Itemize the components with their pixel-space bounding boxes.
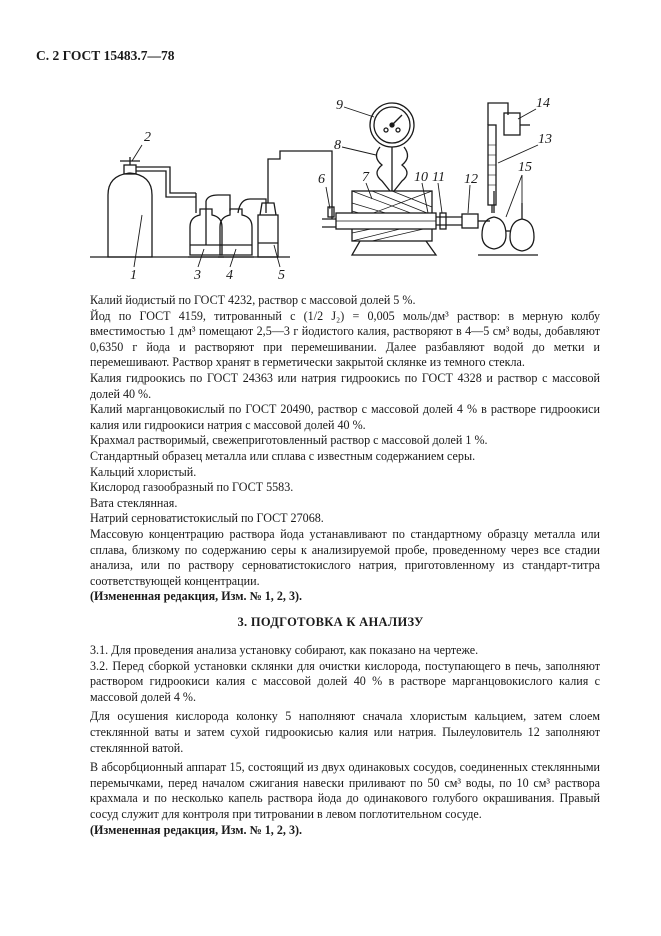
label-7: 7 [362,170,369,185]
reagent-paragraph: Вата стеклянная. [90,495,178,510]
prep-paragraph: 3.2. Перед сборкой установки склянки для очистки кислорода, поступающего в печь, заполняют раствором гидроокиси калия с массовой долей 40 % в растворе марганцовокислого калия с массовой долей 4 %. [90,658,600,704]
label-8: 8 [334,138,341,153]
label-10: 10 [414,170,428,185]
reagent-paragraph: Кальций хлористый. [90,464,197,479]
reagent-paragraph: Калий марганцовокислый по ГОСТ 20490, раствор с массовой долей 4 % в растворе гидроокиси калия или гидроокиси натрия с массовой долей 40 %. [90,402,600,432]
reagents-section [90,293,600,605]
reagent-paragraph: Калия гидроокись по ГОСТ 24363 или натрия гидроокись по ГОСТ 4328 и раствор с массовой долей 40 %. [90,370,600,401]
label-3: 3 [194,268,201,283]
reagent-paragraph: Калий йодистый по ГОСТ 4232, раствор с массовой долей 5 %. [90,293,416,307]
furnace-7 [336,191,436,255]
reagent-paragraph: Натрий серноватистокислый по ГОСТ 27068. [90,511,324,526]
oxygen-cylinder [108,157,152,257]
reagent-paragraph: Кислород газообразный по ГОСТ 5583. [90,480,294,495]
label-9: 9 [336,98,343,113]
reservoir-14 [504,113,530,135]
label-13: 13 [538,132,552,147]
label-1: 1 [130,268,137,283]
wash-bottle-3 [188,193,224,257]
burette-13 [488,103,508,213]
label-15: 15 [518,160,532,175]
label-12: 12 [464,172,478,187]
reagent-paragraph: Йод по ГОСТ 4159, титрованный с (1/2 J₂) = 0,005 моль/дм³ раствор: в мерную колбу вместимостью 1 дм³ помещают 2,5—3 г йодистого калия, растворяют в 4—5 см³ воды, добавляют 0,6350 г йода и растворяют при перемешивании. Далее разбавляют водой до метки и перемешивают. Раствор хранят в герметически закрытой склянке из темного стекла. [90,308,600,370]
page-header: С. 2 ГОСТ 15483.7—78 [36,48,175,63]
revision-note: (Измененная редакция, Изм. № 1, 2, 3). [90,822,303,837]
label-4: 4 [226,268,233,283]
reagent-paragraph: Массовую концентрацию раствора йода устанавливают по стандартному образцу металла или сплава, близкому по содержанию серы к анализируемой пробе, проведенному через все стадии анализа, или по раствору серноватистокислого натрия, приготовленному из стандарт-титра соответствующей концентрации. [90,526,600,588]
label-6: 6 [318,172,325,187]
revision-note: (Измененная редакция, Изм. № 1, 2, 3). [90,589,303,604]
drying-column-5 [258,151,332,257]
apparatus-diagram [90,95,570,290]
reagent-paragraph: Стандартный образец металла или сплава с известным содержанием серы. [90,448,476,463]
preparation-section [90,643,600,838]
reagent-paragraph: Крахмал растворимый, свежеприготовленный раствор с массовой долей 1 %. [90,433,488,448]
label-14: 14 [536,96,550,111]
label-2: 2 [144,130,151,145]
label-11: 11 [432,170,445,185]
section-title: 3. ПОДГОТОВКА К АНАЛИЗУ [237,615,424,629]
prep-paragraph: Для осушения кислорода колонку 5 наполняют сначала хлористым кальцием, затем слоем стеклянной ваты и затем сухой гидроокисью калия или натрия. Пылеуловитель 12 заполняют стеклянной ватой. [90,709,600,755]
pressure-gauge-9 [370,103,414,191]
prep-paragraph: 3.1. Для проведения анализа установку собирают, как показано на чертеже. [90,643,479,657]
outlet-tubes-10-11 [436,213,462,229]
label-5: 5 [278,268,285,283]
prep-paragraph: В абсорбционный аппарат 15, состоящий из двух одинаковых сосудов, соединенных стеклянными перемычками, перед началом сжигания навески приливают по 50 см³ воды, по 10 см³ раствора крахмала и по несколько капель раствора йода до одинакового голубого окрашивания. Правый сосуд служит для контроля при титровании в левом поглотительном сосуде. [90,760,600,821]
absorber-15 [478,191,538,255]
